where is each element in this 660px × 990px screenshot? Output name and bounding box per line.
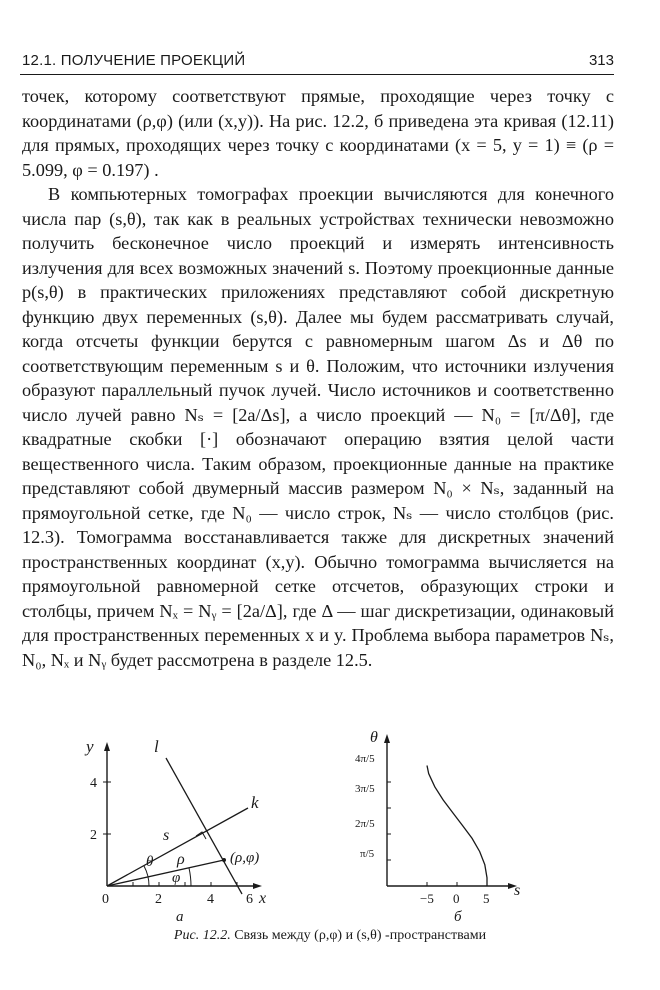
phi-label: φ bbox=[172, 870, 181, 886]
theta-tick-label: 2π/5 bbox=[355, 818, 375, 830]
point-label: (ρ,φ) bbox=[230, 850, 260, 866]
page-number: 313 bbox=[588, 52, 614, 69]
page-header bbox=[20, 48, 614, 75]
phi-arc bbox=[189, 868, 191, 886]
line-l-label: l bbox=[154, 737, 159, 756]
figure-caption bbox=[0, 928, 660, 944]
s-tick-label: 5 bbox=[483, 891, 490, 906]
caption-figure-number: Рис. 12.2. bbox=[173, 928, 231, 943]
caption-text: Связь между (ρ,φ) и (s,θ) -пространствами bbox=[234, 928, 487, 943]
y-tick-label: 4 bbox=[90, 776, 97, 791]
right-angle-mark bbox=[196, 832, 206, 839]
section-title: 12.1. ПОЛУЧЕНИЕ ПРОЕКЦИЙ bbox=[22, 52, 246, 69]
left-x-axis-label: x bbox=[259, 890, 267, 907]
s-tick-label: −5 bbox=[420, 891, 434, 906]
theta-label: θ bbox=[146, 854, 154, 870]
right-theta-label: θ bbox=[370, 729, 378, 746]
theta-tick-label: 3π/5 bbox=[355, 783, 375, 795]
right-s-axis-label: s bbox=[514, 882, 521, 899]
point-rho-phi bbox=[222, 858, 226, 862]
paragraph: точек, которому соответствуют прямые, проходящие через точку с координатами (ρ,φ) (или (x,y)). На рис. 12.2, б приведена эта кривая (12.11) для прямых, проходящих через точку с координатами (x = 5, y = 1) ≡ (ρ = 5.099, φ = 0.197) . bbox=[22, 86, 614, 180]
s-tick-label: 0 bbox=[453, 891, 460, 906]
theta-tick-label: 4π/5 bbox=[355, 753, 375, 765]
x-tick-label: 2 bbox=[155, 892, 162, 907]
right-plot bbox=[355, 729, 520, 925]
right-sublabel: б bbox=[454, 909, 462, 925]
left-x-arrow bbox=[253, 883, 262, 889]
figure-svg bbox=[0, 720, 660, 930]
sinogram-curve bbox=[427, 766, 487, 887]
body-text bbox=[22, 84, 614, 672]
x-tick-label: 0 bbox=[102, 892, 109, 907]
s-label: s bbox=[163, 827, 170, 844]
x-tick-label: 4 bbox=[207, 892, 214, 907]
left-plot bbox=[84, 737, 266, 925]
figure bbox=[0, 720, 660, 990]
right-theta-arrow bbox=[384, 734, 390, 743]
left-y-arrow bbox=[104, 742, 110, 751]
line-k-label: k bbox=[251, 793, 259, 812]
left-sublabel: а bbox=[176, 909, 184, 925]
rho-vector bbox=[107, 860, 224, 886]
y-tick-label: 2 bbox=[90, 828, 97, 843]
left-y-axis-label: y bbox=[86, 737, 94, 756]
x-tick-label: 6 bbox=[246, 892, 253, 907]
theta-tick-label: π/5 bbox=[360, 848, 375, 860]
paragraph: В компьютерных томографах проекции вычисляются для конечного числа пар (s,θ), так как в реальных устройствах технически невозможно получить бесконечное число проекций и измерять интенсивность излучения для всех возможных значений s. Поэтому проекционные данные p(s,θ) в практических приложениях представляют собой дискретную функцию двух переменных (s,θ). Далее мы будем рассматривать случай, когда отсчеты функции берутся с равномерным шагом Δs и Δθ по соответствующим переменным s и θ. Положим, что источники излучения образуют параллельный пучок лучей. Число источников и соответственно число лучей равно Nₛ = [2a/Δs], а число проекций — N₀ = [π/Δθ], где квадратные скобки [·] обозначают операцию взятия целой части вещественного числа. Таким образом, проекционные данные на практике представляют собой двумерный массив размером N₀ × Nₛ, заданный на прямоугольной сетке, где N₀ — число строк, Nₛ — число столбцов (рис. 12.3). Томограмма восстанавливается также для дискретных значений пространственных координат (x,y). Обычно томограмма вычисляется на прямоугольной равномерной сетке отсчетов, образующих строки и столбцы, причем Nₓ = Nᵧ = [2a/Δ], где Δ — шаг дискретизации, одинаковый для пространственных переменных x и y. Проблема выбора параметров Nₛ, N₀, Nₓ и Nᵧ будет рассмотрена в разделе 12.5. bbox=[22, 184, 614, 670]
rho-label: ρ bbox=[177, 851, 185, 868]
